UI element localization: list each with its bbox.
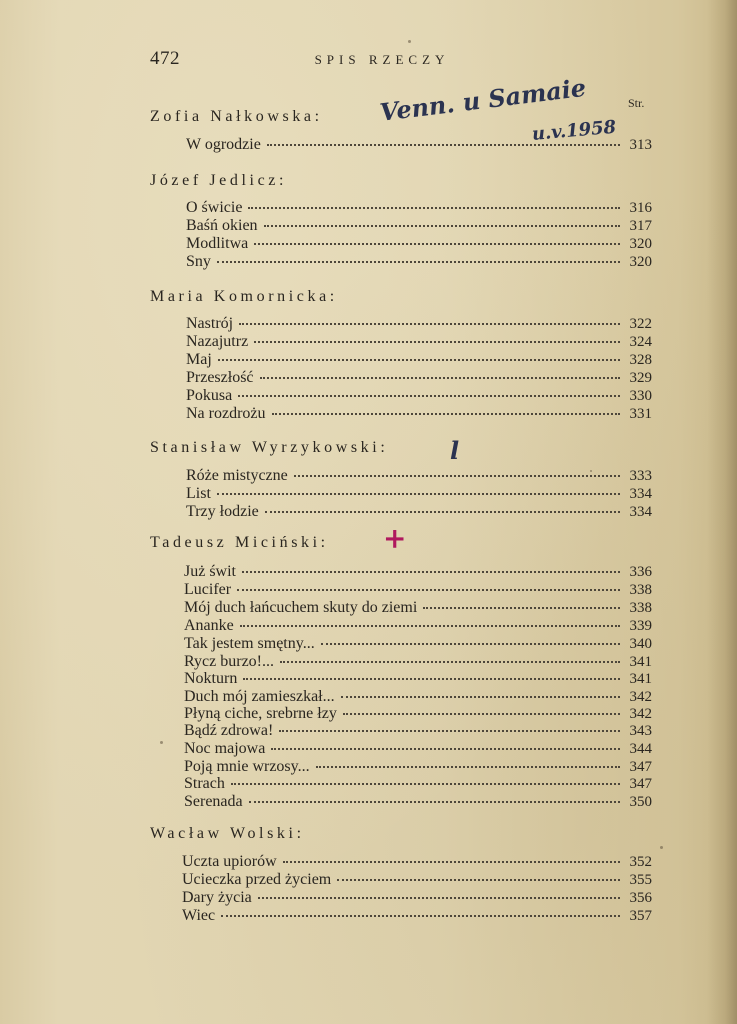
- entry-page: 343: [629, 723, 652, 739]
- entry-page: 338: [629, 582, 652, 598]
- toc-entry: [184, 793, 652, 811]
- entry-title: Na rozdrożu: [186, 405, 266, 422]
- leader-dots: [258, 897, 620, 899]
- handwritten-note: Venn. u Samaie: [378, 72, 588, 127]
- entry-title: Nokturn: [184, 670, 238, 687]
- entry-page: 317: [629, 218, 652, 234]
- leader-dots: [254, 243, 620, 245]
- leader-dots: [279, 730, 620, 732]
- toc-entry: [184, 775, 652, 793]
- leader-dots: [231, 783, 620, 785]
- entry-page: 350: [629, 794, 652, 810]
- entry-page: 324: [629, 334, 652, 350]
- toc-entry: [184, 581, 652, 599]
- toc-entry: [186, 333, 652, 351]
- leader-dots: [243, 678, 620, 680]
- paper-speck: [160, 741, 163, 744]
- entry-title: Trzy łodzie: [186, 503, 259, 520]
- entry-title: Modlitwa: [186, 235, 249, 252]
- paper-speck: [590, 470, 592, 472]
- entry-page: 316: [629, 200, 652, 216]
- leader-dots: [294, 475, 620, 477]
- entry-page: 340: [629, 636, 652, 652]
- paper-speck: [660, 846, 663, 849]
- entry-page: 342: [629, 689, 652, 705]
- leader-dots: [260, 377, 620, 379]
- toc-entry: [186, 467, 652, 485]
- toc-entry: [186, 485, 652, 503]
- toc-entry: [186, 199, 652, 217]
- toc-entry: [186, 235, 652, 253]
- entry-title: Serenada: [184, 793, 243, 810]
- entry-page: 334: [629, 486, 652, 502]
- entry-title: Strach: [184, 775, 225, 792]
- leader-dots: [248, 207, 620, 209]
- entry-title: Nastrój: [186, 315, 234, 332]
- toc-entry: [184, 688, 652, 706]
- page-edge-shadow: [707, 0, 737, 1024]
- author-heading-jedlicz: Józef Jedlicz:: [150, 172, 288, 189]
- leader-dots: [242, 571, 620, 573]
- entry-title: W ogrodzie: [186, 136, 261, 153]
- entry-title: Już świt: [184, 563, 236, 580]
- entry-title: Nazajutrz: [186, 333, 249, 350]
- toc-entry: [182, 907, 652, 925]
- page-number: 472: [150, 48, 180, 69]
- toc-entry: [186, 351, 652, 369]
- toc-entry: [184, 617, 652, 635]
- leader-dots: [221, 915, 620, 917]
- toc-entry: [186, 387, 652, 405]
- leader-dots: [343, 713, 620, 715]
- leader-dots: [217, 493, 620, 495]
- entry-page: 357: [629, 908, 652, 924]
- toc-entry: [184, 563, 652, 581]
- leader-dots: [218, 359, 620, 361]
- entry-title: O świcie: [186, 199, 243, 216]
- entry-page: 355: [629, 872, 652, 888]
- entry-page: 330: [629, 388, 652, 404]
- entry-title: Baśń okien: [186, 217, 258, 234]
- entry-title: Tak jestem smętny...: [184, 635, 315, 652]
- leader-dots: [283, 861, 620, 863]
- author-heading-micinski: Tadeusz Miciński:: [150, 534, 329, 551]
- entry-page: 338: [629, 600, 652, 616]
- entry-title: Róże mistyczne: [186, 467, 288, 484]
- leader-dots: [238, 395, 620, 397]
- running-title: SPIS RZECZY: [314, 52, 450, 67]
- toc-entry: [184, 758, 652, 776]
- toc-entry: [186, 369, 652, 387]
- leader-dots: [423, 607, 620, 609]
- entry-title: Noc majowa: [184, 740, 266, 757]
- leader-dots: [254, 341, 620, 343]
- leader-dots: [271, 748, 620, 750]
- toc-entry: [182, 871, 652, 889]
- toc-entry: [184, 599, 652, 617]
- toc-entry: [182, 889, 652, 907]
- handwritten-mark: l: [450, 436, 460, 465]
- entry-title: Sny: [186, 253, 211, 270]
- entry-page: 328: [629, 352, 652, 368]
- entry-page: 347: [629, 759, 652, 775]
- author-heading-nalkowska: Zofia Nałkowska:: [150, 108, 323, 125]
- entry-page: 339: [629, 618, 652, 634]
- toc-entry: [184, 722, 652, 740]
- entry-title: Przeszłość: [186, 369, 254, 386]
- leader-dots: [316, 766, 620, 768]
- entry-title: Rycz burzo!...: [184, 653, 274, 670]
- toc-entry: [184, 635, 652, 653]
- page-column-label: Str.: [628, 96, 645, 110]
- entry-page: 320: [629, 254, 652, 270]
- handwritten-plus-mark: +: [383, 522, 407, 555]
- entry-title: Duch mój zamieszkał...: [184, 688, 335, 705]
- entry-title: Ananke: [184, 617, 234, 634]
- leader-dots: [321, 643, 620, 645]
- paper-speck: [408, 40, 411, 43]
- toc-entry: [184, 705, 652, 723]
- author-heading-wolski: Wacław Wolski:: [150, 825, 305, 842]
- entry-title: List: [186, 485, 211, 502]
- entry-title: Mój duch łańcuchem skuty do ziemi: [184, 599, 418, 616]
- toc-entry: [184, 670, 652, 688]
- toc-entry: [186, 503, 652, 521]
- toc-entry: [182, 853, 652, 871]
- leader-dots: [239, 323, 620, 325]
- leader-dots: [217, 261, 620, 263]
- entry-title: Płyną ciche, srebrne łzy: [184, 705, 337, 722]
- entry-page: 329: [629, 370, 652, 386]
- entry-page: 322: [629, 316, 652, 332]
- entry-title: Uczta upiorów: [182, 853, 277, 870]
- entry-title: Wiec: [182, 907, 216, 924]
- entry-page: 334: [629, 504, 652, 520]
- entry-title: Dary życia: [182, 889, 252, 906]
- entry-page: 333: [629, 468, 652, 484]
- entry-page: 352: [629, 854, 652, 870]
- entry-page: 341: [629, 671, 652, 687]
- leader-dots: [249, 801, 620, 803]
- entry-page: 313: [629, 137, 652, 153]
- leader-dots: [240, 625, 620, 627]
- toc-entry: [186, 315, 652, 333]
- toc-entry: [186, 405, 652, 423]
- entry-page: 331: [629, 406, 652, 422]
- author-heading-komornicka: Maria Komornicka:: [150, 288, 338, 305]
- leader-dots: [237, 589, 620, 591]
- leader-dots: [267, 144, 620, 146]
- entry-page: 342: [629, 706, 652, 722]
- running-head: [150, 48, 614, 72]
- toc-entry: [186, 253, 652, 271]
- entry-title: Ucieczka przed życiem: [182, 871, 332, 888]
- entry-page: 344: [629, 741, 652, 757]
- toc-entry: [184, 653, 652, 671]
- toc-entry: [186, 217, 652, 235]
- entry-title: Maj: [186, 351, 212, 368]
- entry-page: 336: [629, 564, 652, 580]
- handwritten-date: u.v.1958: [531, 116, 617, 145]
- entry-title: Bądź zdrowa!: [184, 722, 274, 739]
- entry-title: Poją mnie wrzosy...: [184, 758, 310, 775]
- entry-page: 320: [629, 236, 652, 252]
- leader-dots: [280, 661, 620, 663]
- toc-entry: [184, 740, 652, 758]
- entry-page: 356: [629, 890, 652, 906]
- author-heading-wyrzykowski: Stanisław Wyrzykowski:: [150, 439, 389, 456]
- entry-page: 341: [629, 654, 652, 670]
- leader-dots: [272, 413, 620, 415]
- entry-page: 347: [629, 776, 652, 792]
- leader-dots: [341, 696, 620, 698]
- leader-dots: [264, 225, 620, 227]
- entry-title: Pokusa: [186, 387, 233, 404]
- leader-dots: [337, 879, 620, 881]
- leader-dots: [265, 511, 620, 513]
- entry-title: Lucifer: [184, 581, 232, 598]
